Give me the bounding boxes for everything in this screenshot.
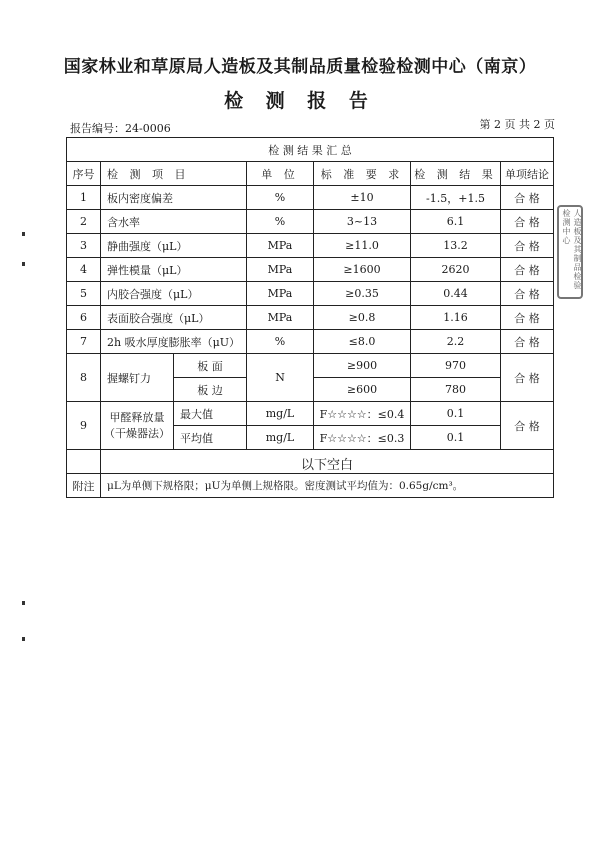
row-verdict: 合 格 <box>501 354 554 402</box>
row-requirement: ±10 <box>314 186 411 210</box>
row-no: 2 <box>67 210 101 234</box>
scan-mark <box>22 262 25 266</box>
row-result: 2.2 <box>411 330 501 354</box>
blank-area <box>101 450 554 474</box>
table-row <box>67 234 554 258</box>
page-number: 第 2 页 共 2 页 <box>479 118 555 131</box>
row-result: 13.2 <box>411 234 501 258</box>
row-requirement: ≤8.0 <box>314 330 411 354</box>
table-caption: 检 测 结 果 汇 总 <box>67 138 554 162</box>
row-subitem: 板 边 <box>174 378 247 402</box>
header-unit: 单 位 <box>247 162 314 186</box>
row-item: 静曲强度（μL） <box>101 234 247 258</box>
table-row <box>67 402 554 426</box>
row-item: 弹性模量（μL） <box>101 258 247 282</box>
row-no: 3 <box>67 234 101 258</box>
table-row <box>67 186 554 210</box>
row-requirement: 3~13 <box>314 210 411 234</box>
header-result: 检 测 结 果 <box>411 162 501 186</box>
row-unit: % <box>247 330 314 354</box>
row-no: 4 <box>67 258 101 282</box>
row-verdict: 合 格 <box>501 402 554 450</box>
report-number: 报告编号：24-0006 <box>70 122 171 135</box>
row-requirement: ≥11.0 <box>314 234 411 258</box>
row-result: 970 <box>411 354 501 378</box>
row-subitem: 平均值 <box>174 426 247 450</box>
row-requirement: F☆☆☆☆：≤0.4 <box>314 402 411 426</box>
doc-title: 检 测 报 告 <box>224 90 376 112</box>
blank-text: 以下空白 <box>301 458 354 473</box>
row-subitem: 最大值 <box>174 402 247 426</box>
row-verdict: 合 格 <box>501 282 554 306</box>
row-no: 9 <box>67 402 101 450</box>
row-verdict: 合 格 <box>501 306 554 330</box>
scan-mark <box>22 232 25 236</box>
row-no: 8 <box>67 354 101 402</box>
row-unit: mg/L <box>247 402 314 426</box>
row-unit: MPa <box>247 258 314 282</box>
results-table <box>66 137 554 498</box>
table-row <box>67 210 554 234</box>
row-item-line2: （干燥器法） <box>104 426 170 440</box>
row-item-line1: 甲醛释放量 <box>109 410 165 424</box>
row-item: 握螺钉力 <box>101 354 174 402</box>
row-requirement: ≥0.8 <box>314 306 411 330</box>
table-row <box>67 354 554 378</box>
table-row <box>67 330 554 354</box>
stamp-text: 人造板及其制品检验检测中心 <box>562 209 582 290</box>
row-result: 0.44 <box>411 282 501 306</box>
row-requirement: ≥900 <box>314 354 411 378</box>
header-no: 序号 <box>67 162 101 186</box>
note-label: 附注 <box>67 474 101 498</box>
row-result: 6.1 <box>411 210 501 234</box>
row-item <box>101 402 174 450</box>
org-title: 国家林业和草原局人造板及其制品质量检验检测中心（南京） <box>63 57 537 77</box>
row-verdict: 合 格 <box>501 258 554 282</box>
row-result: 1.16 <box>411 306 501 330</box>
row-item: 板内密度偏差 <box>101 186 247 210</box>
row-requirement: ≥0.35 <box>314 282 411 306</box>
row-item: 内胶合强度（μL） <box>101 282 247 306</box>
row-no: 5 <box>67 282 101 306</box>
row-unit: MPa <box>247 282 314 306</box>
row-requirement: ≥1600 <box>314 258 411 282</box>
row-result: -1.5，+1.5 <box>411 186 501 210</box>
scan-mark <box>22 637 25 641</box>
header-item: 检 测 项 目 <box>101 162 247 186</box>
row-result: 780 <box>411 378 501 402</box>
table-row <box>67 258 554 282</box>
scan-mark <box>22 601 25 605</box>
row-unit: % <box>247 210 314 234</box>
row-no: 6 <box>67 306 101 330</box>
row-unit: % <box>247 186 314 210</box>
table-row <box>67 306 554 330</box>
row-no: 1 <box>67 186 101 210</box>
row-verdict: 合 格 <box>501 234 554 258</box>
row-item: 含水率 <box>101 210 247 234</box>
note-text: μL为单侧下规格限；μU为单侧上规格限。密度测试平均值为：0.65g/cm³。 <box>101 474 554 498</box>
row-result: 0.1 <box>411 426 501 450</box>
row-unit: MPa <box>247 306 314 330</box>
row-unit: MPa <box>247 234 314 258</box>
row-result: 0.1 <box>411 402 501 426</box>
row-result: 2620 <box>411 258 501 282</box>
row-unit: mg/L <box>247 426 314 450</box>
header-verdict: 单项结论 <box>501 162 554 186</box>
header-requirement: 标 准 要 求 <box>314 162 411 186</box>
row-item: 表面胶合强度（μL） <box>101 306 247 330</box>
table-row <box>67 282 554 306</box>
row-requirement: ≥600 <box>314 378 411 402</box>
seal-stamp <box>557 205 583 299</box>
row-verdict: 合 格 <box>501 330 554 354</box>
row-requirement: F☆☆☆☆：≤0.3 <box>314 426 411 450</box>
row-unit: N <box>247 354 314 402</box>
row-subitem: 板 面 <box>174 354 247 378</box>
row-verdict: 合 格 <box>501 186 554 210</box>
row-item: 2h 吸水厚度膨胀率（μU） <box>101 330 247 354</box>
row-no: 7 <box>67 330 101 354</box>
row-verdict: 合 格 <box>501 210 554 234</box>
